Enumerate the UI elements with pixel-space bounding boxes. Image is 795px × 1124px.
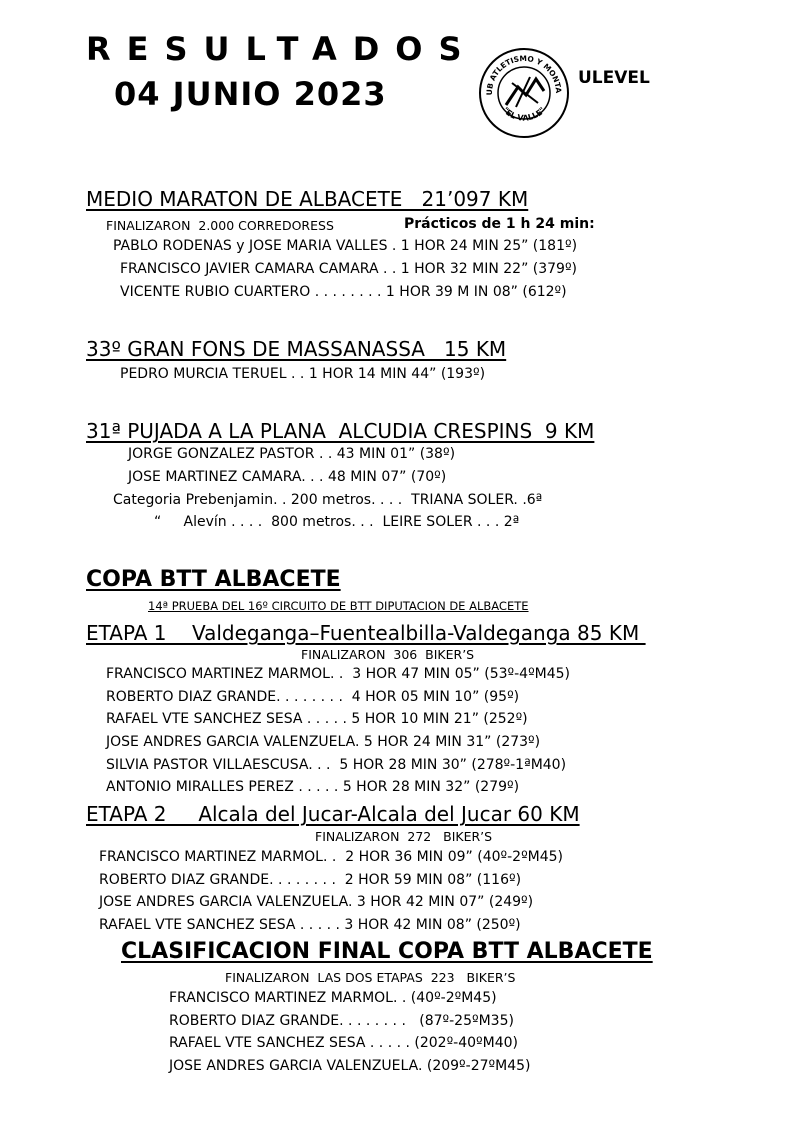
result-row: JOSE ANDRES GARCIA VALENZUELA. (209º-27ºM45) bbox=[169, 1058, 531, 1074]
maraton-finished: FINALIZARON 2.000 CORREDORESS bbox=[106, 218, 334, 233]
etapa2-finished: FINALIZARON 272 BIKER’S bbox=[315, 829, 493, 844]
result-row: JOSE MARTINEZ CAMARA. . . 48 MIN 07” (70º) bbox=[128, 469, 447, 485]
brand-logo: ULEVEL bbox=[578, 68, 650, 88]
result-row: “ Alevín . . . . 800 metros. . . LEIRE SOLER . . . 2ª bbox=[154, 514, 520, 530]
final-heading: CLASIFICACION FINAL COPA BTT ALBACETE bbox=[121, 939, 653, 964]
result-row: VICENTE RUBIO CUARTERO . . . . . . . . 1 HOR 39 M IN 08” (612º) bbox=[120, 284, 567, 300]
etapa1-finished: FINALIZARON 306 BIKER’S bbox=[301, 647, 475, 662]
section-heading-massanassa: 33º GRAN FONS DE MASSANASSA 15 KM bbox=[86, 337, 507, 361]
result-row: ROBERTO DIAZ GRANDE. . . . . . . . (87º-25ºM35) bbox=[169, 1013, 514, 1029]
result-row: Categoria Prebenjamin. . 200 metros. . . . TRIANA SOLER. .6ª bbox=[113, 492, 543, 508]
result-row: RAFAEL VTE SANCHEZ SESA . . . . . (202º-40ºM40) bbox=[169, 1035, 518, 1051]
section-heading-pujada: 31ª PUJADA A LA PLANA ALCUDIA CRESPINS 9 KM bbox=[86, 419, 595, 443]
btt-subheading: 14ª PRUEBA DEL 16º CIRCUITO DE BTT DIPUTACION DE ALBACETE bbox=[148, 599, 529, 613]
result-row: JOSE ANDRES GARCIA VALENZUELA. 5 HOR 24 MIN 31” (273º) bbox=[106, 734, 541, 750]
page-date: 04 JUNIO 2023 bbox=[114, 75, 387, 113]
maraton-practicos: Prácticos de 1 h 24 min: bbox=[404, 216, 595, 232]
result-row: ROBERTO DIAZ GRANDE. . . . . . . . 2 HOR 59 MIN 08” (116º) bbox=[99, 872, 522, 888]
logo-text-bottom: "EL VALLE" bbox=[501, 105, 548, 123]
result-row: RAFAEL VTE SANCHEZ SESA . . . . . 3 HOR 42 MIN 08” (250º) bbox=[99, 917, 521, 933]
result-row: ROBERTO DIAZ GRANDE. . . . . . . . 4 HOR 05 MIN 10” (95º) bbox=[106, 689, 520, 705]
result-row: FRANCISCO MARTINEZ MARMOL. . 3 HOR 47 MIN 05” (53º-4ºM45) bbox=[106, 666, 571, 682]
page-title: RESULTADOS bbox=[86, 30, 478, 68]
etapa1-heading: ETAPA 1 Valdeganga–Fuentealbilla-Valdeganga 85 KM bbox=[86, 621, 646, 645]
result-row: ANTONIO MIRALLES PEREZ . . . . . 5 HOR 28 MIN 32” (279º) bbox=[106, 779, 520, 795]
result-row: JORGE GONZALEZ PASTOR . . 43 MIN 01” (38º) bbox=[128, 446, 456, 462]
club-logo bbox=[468, 28, 564, 123]
section-heading-btt: COPA BTT ALBACETE bbox=[86, 567, 341, 592]
club-logo-icon bbox=[478, 47, 570, 139]
result-row: RAFAEL VTE SANCHEZ SESA . . . . . 5 HOR 10 MIN 21” (252º) bbox=[106, 711, 528, 727]
result-row: FRANCISCO MARTINEZ MARMOL. . 2 HOR 36 MIN 09” (40º-2ºM45) bbox=[99, 849, 564, 865]
result-row: FRANCISCO JAVIER CAMARA CAMARA . . 1 HOR 32 MIN 22” (379º) bbox=[120, 261, 578, 277]
etapa2-heading: ETAPA 2 Alcala del Jucar-Alcala del Jucar 60 KM bbox=[86, 802, 580, 826]
result-row: PABLO RODENAS y JOSE MARIA VALLES . 1 HOR 24 MIN 25” (181º) bbox=[113, 238, 578, 254]
logo-text-top: UB ATLETISMO Y MONTA bbox=[485, 53, 564, 96]
svg-text:"EL VALLE" bbox=[501, 106, 547, 123]
final-finished: FINALIZARON LAS DOS ETAPAS 223 BIKER’S bbox=[225, 970, 516, 985]
result-row: PEDRO MURCIA TERUEL . . 1 HOR 14 MIN 44” (193º) bbox=[120, 366, 486, 382]
result-row: SILVIA PASTOR VILLAESCUSA. . . 5 HOR 28 MIN 30” (278º-1ªM40) bbox=[106, 757, 567, 773]
result-row: JOSE ANDRES GARCIA VALENZUELA. 3 HOR 42 MIN 07” (249º) bbox=[99, 894, 534, 910]
result-row: FRANCISCO MARTINEZ MARMOL. . (40º-2ºM45) bbox=[169, 990, 497, 1006]
section-heading-maraton: MEDIO MARATON DE ALBACETE 21’097 KM bbox=[86, 187, 529, 211]
